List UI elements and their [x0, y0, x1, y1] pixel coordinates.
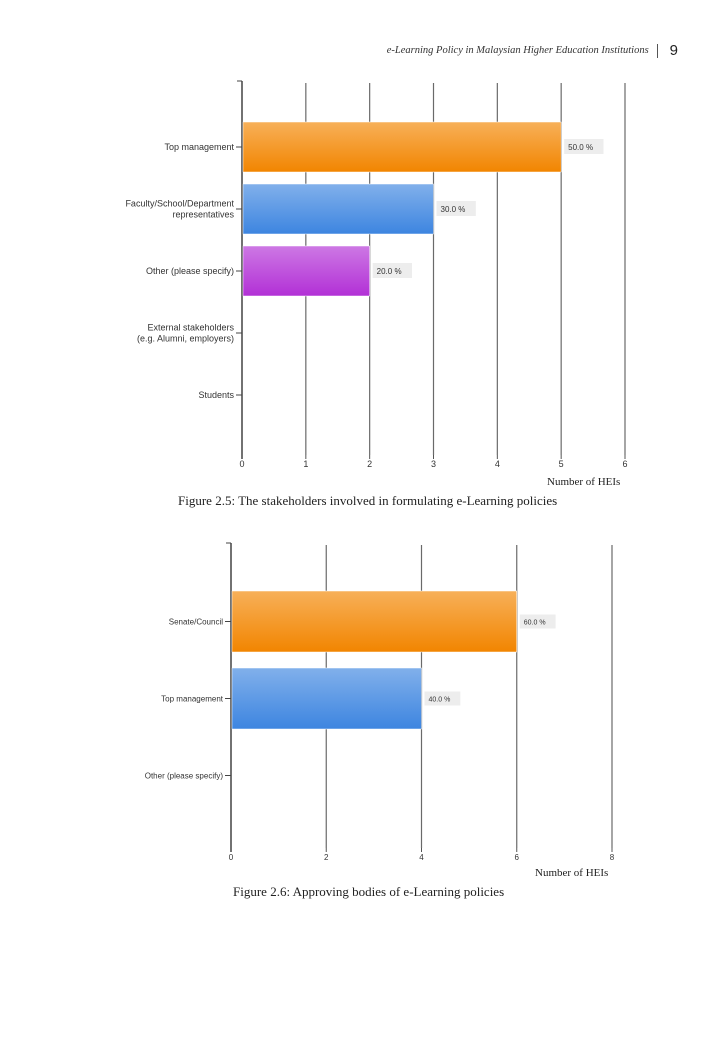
x-tick-label: 3 — [430, 459, 437, 469]
x-tick-label: 6 — [514, 853, 519, 862]
x-tick-label: 0 — [228, 853, 234, 862]
category-label: Other (please specify) — [145, 266, 234, 277]
x-tick-label: 6 — [622, 459, 628, 469]
x-tick-label: 2 — [324, 853, 329, 862]
data-label: 30.0 % — [440, 205, 466, 215]
page-number: 9 — [669, 42, 678, 59]
figure-2-5-caption: Figure 2.5: The stakeholders involved in formulating e-Learning policies — [178, 493, 558, 508]
category-label: External stakeholders (e.g. Alumni, employers) — [136, 322, 234, 344]
category-label: Students — [198, 390, 234, 401]
x-tick-label: 1 — [303, 459, 309, 469]
x-tick-label: 2 — [367, 459, 373, 469]
figure-2-5-xlabel: Number of HEIs — [547, 476, 621, 488]
figure-2-6-xlabel: Number of HEIs — [535, 867, 609, 879]
category-label: Top management — [161, 694, 223, 704]
category-label: Senate/Council — [168, 617, 223, 627]
x-tick-label: 4 — [419, 853, 424, 862]
figure-2-6-caption: Figure 2.6: Approving bodies of e-Learning policies — [233, 884, 505, 899]
data-label: 20.0 % — [376, 267, 402, 277]
bar — [232, 668, 422, 729]
category-label: Other (please specify) — [144, 771, 223, 781]
data-label: 60.0 % — [523, 619, 546, 627]
header-title: e-Learning Policy in Malaysian Higher Education Institutions — [386, 45, 649, 56]
x-tick-label: 0 — [239, 459, 245, 469]
category-label: Faculty/School/Department representatives — [125, 198, 234, 220]
bar — [232, 591, 517, 652]
x-tick-label: 5 — [558, 459, 564, 469]
x-tick-label: 4 — [494, 459, 500, 469]
x-tick-label: 8 — [609, 853, 615, 862]
data-label: 50.0 % — [568, 143, 594, 153]
data-label: 40.0 % — [428, 696, 451, 704]
category-label: Top management — [164, 142, 234, 153]
